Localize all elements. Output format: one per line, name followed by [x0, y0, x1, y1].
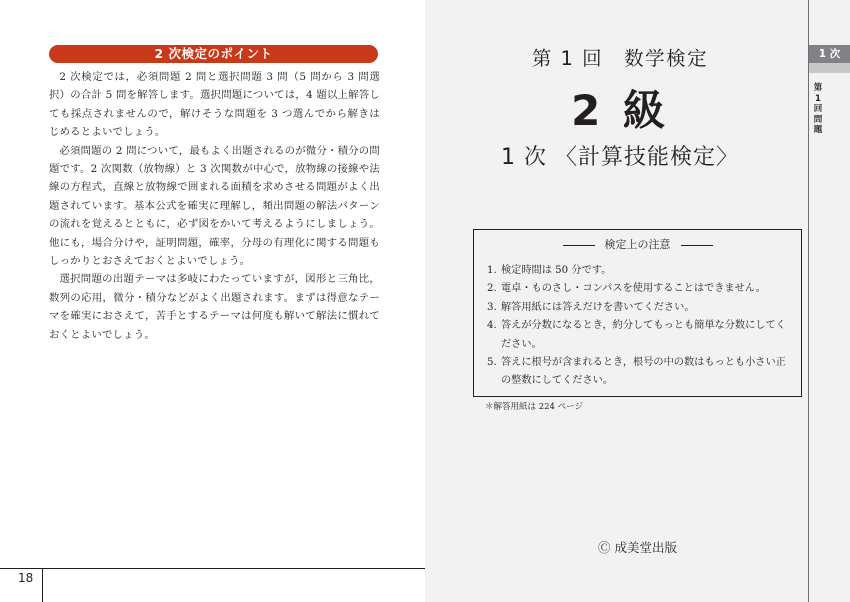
- publisher: Ⓒ 成美堂出版: [598, 540, 677, 555]
- answer-sheet-note: ＊解答用紙は 224 ページ: [485, 402, 583, 412]
- notice-text: 答えに根号が含まれるとき，根号の中の数はもっとも小さい正の整数にしてください。: [501, 357, 786, 387]
- right-page: [425, 0, 850, 602]
- page-number: 18: [18, 571, 34, 585]
- notice-text: 解答用紙には答えだけを書いてください。: [501, 301, 695, 313]
- side-tab-strip: [809, 63, 850, 73]
- exam-subtitle: 1 次 〈計算技能検定〉: [501, 145, 739, 170]
- notice-item: [487, 354, 789, 391]
- notice-box: [473, 229, 802, 397]
- side-tab-vertical-text: 第1回 問題: [813, 83, 823, 135]
- notice-number: 2.: [487, 283, 497, 295]
- notice-item: [487, 262, 789, 280]
- notice-text: 答えが分数になるとき，約分してもっとも簡単な分数にしてください。: [501, 320, 786, 350]
- notice-number: 5.: [487, 357, 497, 369]
- body-text: [49, 68, 380, 344]
- exam-title: 第 1 回 数学検定: [531, 47, 709, 70]
- section-heading: 2 次検定のポイント: [49, 45, 378, 63]
- notice-heading: 検定上の注意: [604, 238, 671, 251]
- notice-text: 電卓・ものさし・コンパスを使用することはできません。: [501, 283, 766, 295]
- grade-title: 2 級: [571, 86, 669, 135]
- notice-list: [487, 262, 789, 391]
- notice-item: [487, 299, 789, 317]
- rule-left: [563, 245, 595, 246]
- paragraph: 選択問題の出題テーマは多岐にわたっていますが，図形と三角比，数列の応用，微分・積分などがよく出題されます。まずは得意なテーマを確実におさえて，苦手とするテーマは何度も解いて解法に慣れておくとよいでしょう。: [49, 273, 380, 341]
- paragraph: 2 次検定では，必須問題 2 問と選択問題 3 問（5 問から 3 問選択）の合計 5 問を解答します。選択問題については，4 題以上解答しても採点されませんので，解けそうな問題を 3 つ選んでから解きはじめるとよいでしょう。: [49, 71, 380, 139]
- notice-number: 3.: [487, 301, 497, 313]
- rule-right: [681, 245, 713, 246]
- footer-rule: [0, 568, 425, 569]
- side-tab-label[interactable]: 1 次: [809, 45, 850, 63]
- notice-item: [487, 317, 789, 354]
- notice-number: 4.: [487, 320, 497, 332]
- notice-number: 1.: [487, 265, 497, 276]
- paragraph: 必須問題の 2 問について，最もよく出題されるのが微分・積分の問題です。2 次関数（放物線）と 3 次関数が中心で，放物線の接線や法線の方程式，直線と放物線で囲まれる面積を求めさせる問題がよく出題されています。基本公式を確実に理解し，頻出問題の解法パターンの流れを覚えるとともに，必ず図をかいて考えるようにしましょう。他にも，場合分けや，証明問題，確率，分母の有理化に関する問題もしっかりとおさえておくとよいでしょう。: [49, 144, 380, 268]
- notice-text: 検定時間は 50 分です。: [501, 265, 612, 276]
- notice-heading-row: [474, 236, 801, 252]
- notice-item: [487, 280, 789, 298]
